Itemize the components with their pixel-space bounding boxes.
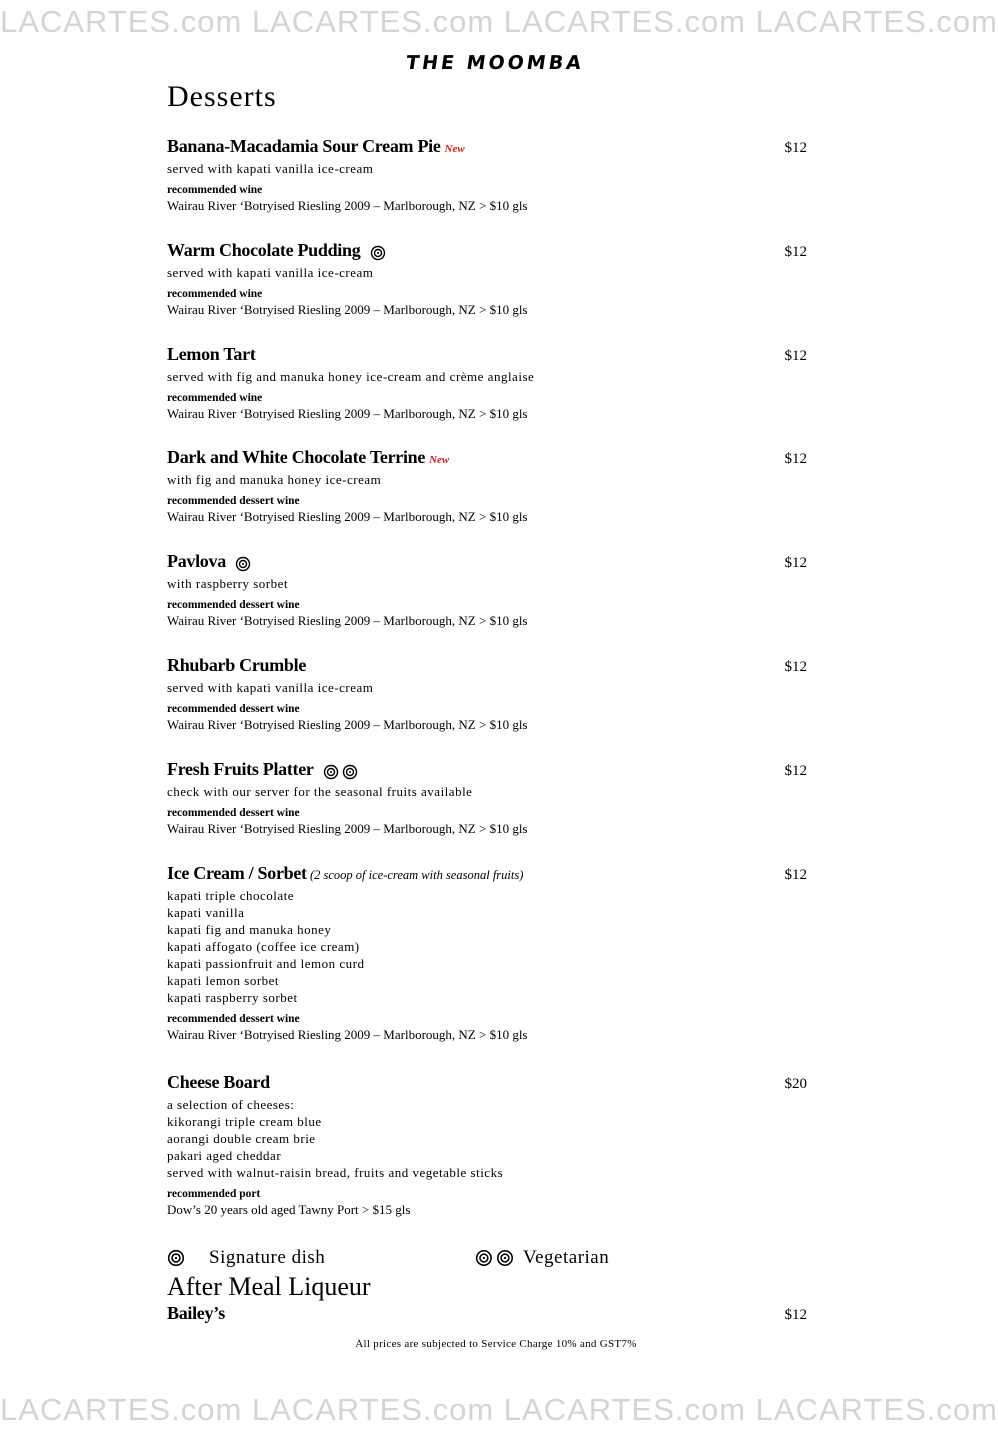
wine-pairing: Wairau River ‘Botryised Riesling 2009 – Marlborough, NZ > $10 gls [167, 302, 528, 317]
flavour-option: kapati vanilla [167, 905, 245, 920]
flavour-option: kapati passionfruit and lemon curd [167, 956, 365, 971]
wine-label: recommended dessert wine [167, 703, 300, 715]
legend-signature [167, 1247, 325, 1269]
wine-pairing: Wairau River ‘Botryised Riesling 2009 – Marlborough, NZ > $10 gls [167, 509, 528, 524]
item-description: a selection of cheeses: [167, 1097, 295, 1112]
flavour-option: kapati lemon sorbet [167, 973, 280, 988]
item-name: Cheese Board [167, 1072, 270, 1092]
watermark-top: LACARTES.com LACARTES.com LACARTES.com LACARTES.com [0, 4, 998, 39]
cheese-option: kikorangi triple cream blue [167, 1114, 322, 1129]
item-description: served with kapati vanilla ice-cream [167, 680, 374, 695]
wine-pairing: Dow’s 20 years old aged Tawny Port > $15 gls [167, 1202, 411, 1217]
item-name: Banana-Macadamia Sour Cream Pie [167, 136, 441, 156]
item-price: $12 [784, 763, 807, 779]
signature-dish-icon [167, 1249, 185, 1267]
section-title-after-meal: After Meal Liqueur [167, 1272, 371, 1301]
item-description: check with our server for the seasonal fruits available [167, 784, 473, 799]
item-price: $12 [784, 659, 807, 675]
item-price: $12 [784, 1307, 807, 1323]
watermark-bottom: LACARTES.com LACARTES.com LACARTES.com LACARTES.com [0, 1392, 998, 1427]
price-footnote: All prices are subjected to Service Charge 10% and GST7% [355, 1338, 637, 1350]
item-name: Fresh Fruits Platter [167, 759, 314, 779]
menu-item [167, 449, 807, 525]
new-badge: New [444, 143, 465, 155]
item-name: Rhubarb Crumble [167, 655, 307, 675]
new-badge: New [429, 454, 450, 466]
menu-item [167, 138, 807, 214]
legend-signature-label: Signature dish [209, 1247, 326, 1268]
vegetarian-icon [475, 1249, 515, 1267]
item-description: served with kapati vanilla ice-cream [167, 161, 374, 176]
legend-vegetarian [475, 1247, 609, 1269]
wine-pairing: Wairau River ‘Botryised Riesling 2009 – Marlborough, NZ > $10 gls [167, 821, 528, 836]
wine-label: recommended dessert wine [167, 1013, 300, 1025]
item-description: served with walnut-raisin bread, fruits and vegetable sticks [167, 1165, 504, 1180]
flavour-option: kapati fig and manuka honey [167, 922, 332, 937]
wine-pairing: Wairau River ‘Botryised Riesling 2009 – Marlborough, NZ > $10 gls [167, 406, 528, 421]
symbol-legend [167, 1247, 807, 1273]
vegetarian-icon [323, 764, 359, 780]
wine-label: recommended dessert wine [167, 495, 300, 507]
menu-item [167, 1074, 807, 1218]
menu-item [167, 657, 807, 733]
wine-pairing: Wairau River ‘Botryised Riesling 2009 – Marlborough, NZ > $10 gls [167, 613, 528, 628]
cheese-option: aorangi double cream brie [167, 1131, 316, 1146]
item-description: served with kapati vanilla ice-cream [167, 265, 374, 280]
menu-item [167, 242, 807, 318]
item-name: Bailey’s [167, 1303, 225, 1323]
wine-label: recommended wine [167, 184, 263, 196]
flavour-option: kapati affogato (coffee ice cream) [167, 939, 360, 954]
cheese-option: pakari aged cheddar [167, 1148, 282, 1163]
menu-item [167, 761, 807, 837]
item-description: with raspberry sorbet [167, 576, 288, 591]
item-name: Lemon Tart [167, 344, 256, 364]
page-title: Desserts [167, 80, 277, 113]
menu-item [167, 553, 807, 629]
item-note: (2 scoop of ice-cream with seasonal fruits) [309, 868, 524, 882]
item-price: $12 [784, 140, 807, 156]
wine-label: recommended wine [167, 392, 263, 404]
restaurant-logo: THE MOOMBA [404, 52, 586, 74]
item-price: $12 [784, 451, 807, 467]
item-description: served with fig and manuka honey ice-cream and crème anglaise [167, 369, 535, 384]
menu-item [167, 346, 807, 422]
item-price: $12 [784, 555, 807, 571]
flavour-option: kapati raspberry sorbet [167, 990, 298, 1005]
legend-vegetarian-label: Vegetarian [523, 1247, 610, 1268]
item-price: $12 [784, 867, 807, 883]
item-description: with fig and manuka honey ice-cream [167, 472, 382, 487]
menu-item [167, 865, 807, 1043]
wine-pairing: Wairau River ‘Botryised Riesling 2009 – Marlborough, NZ > $10 gls [167, 717, 528, 732]
item-name: Dark and White Chocolate Terrine [167, 447, 426, 467]
flavour-option: kapati triple chocolate [167, 888, 295, 903]
signature-dish-icon [235, 556, 251, 572]
wine-label: recommended wine [167, 288, 263, 300]
item-name: Warm Chocolate Pudding [167, 240, 361, 260]
wine-label: recommended dessert wine [167, 807, 300, 819]
item-price: $12 [784, 348, 807, 364]
item-name: Ice Cream / Sorbet [167, 863, 307, 883]
item-price: $20 [784, 1076, 807, 1092]
menu-item [167, 1305, 807, 1327]
wine-label: recommended port [167, 1188, 261, 1200]
item-price: $12 [784, 244, 807, 260]
wine-pairing: Wairau River ‘Botryised Riesling 2009 – Marlborough, NZ > $10 gls [167, 1027, 528, 1042]
item-name: Pavlova [167, 551, 226, 571]
wine-label: recommended dessert wine [167, 599, 300, 611]
wine-pairing: Wairau River ‘Botryised Riesling 2009 – Marlborough, NZ > $10 gls [167, 198, 528, 213]
signature-dish-icon [370, 245, 386, 261]
